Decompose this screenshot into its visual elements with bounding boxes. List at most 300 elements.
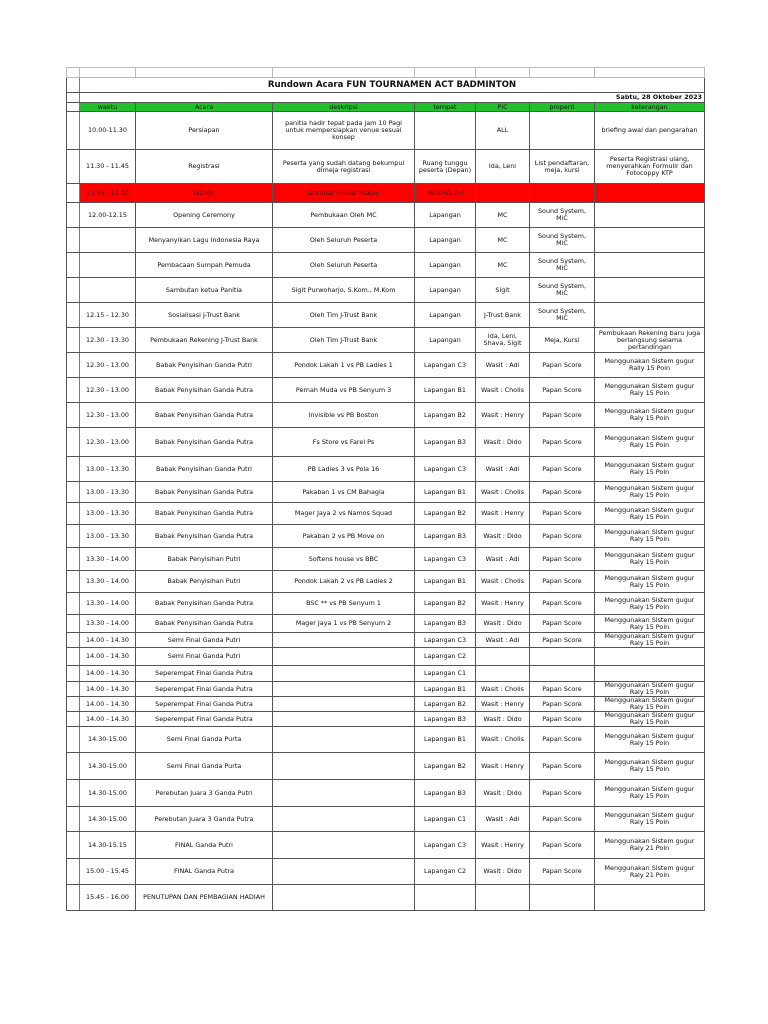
table-row [67,378,705,403]
keterangan-cell: Menggunakan Sistem gugur Raly 15 Poin [595,712,705,727]
rundown-table [66,67,705,911]
waktu-cell: 14.00 - 14.30 [80,666,136,682]
sheet-title: Rundown Acara FUN TOURNAMEN ACT BADMINTON [80,78,705,93]
properti-cell: Papan Score [530,780,595,807]
row-gutter [67,682,80,697]
waktu-cell: 11.45 - 12.00 [80,184,136,203]
tempat-cell: Lapangan B2 [415,753,476,780]
keterangan-cell [595,885,705,911]
properti-cell: Papan Score [530,727,595,753]
pic-cell [476,184,530,203]
pic-cell: Wasit : Adi [476,353,530,378]
deskripsi-cell [273,807,415,832]
pic-cell: ALL [476,112,530,150]
row-gutter [67,278,80,303]
deskripsi-cell [273,859,415,885]
acara-cell: Babak Penyisihan Ganda Putra [136,428,273,457]
keterangan-cell: Menggunakan Sistem gugur Raly 15 Poin [595,503,705,525]
waktu-cell: 14.00 - 14.30 [80,633,136,648]
waktu-cell: 14.30-15.00 [80,753,136,780]
waktu-cell: 14.00 - 14.30 [80,697,136,712]
keterangan-cell: Menggunakan Sistem gugur Raly 15 Poin [595,807,705,832]
row-gutter [67,859,80,885]
keterangan-cell: Menggunakan Sistem gugur Raly 15 Poin [595,428,705,457]
row-gutter [67,112,80,150]
keterangan-cell [595,303,705,328]
table-row [67,682,705,697]
keterangan-cell: Menggunakan Sistem gugur Raly 21 Poin [595,832,705,859]
row-gutter [67,525,80,548]
keterangan-cell: Menggunakan Sistem gugur Raly 15 Poin [595,482,705,503]
properti-cell [530,184,595,203]
tempat-cell: Lapangan B2 [415,503,476,525]
row-gutter [67,228,80,253]
row-gutter [67,885,80,911]
row-gutter [67,184,80,203]
deskripsi-cell: Pembukaan Oleh MC [273,203,415,228]
header-keterangan: keterangan [595,103,705,112]
table-row [67,428,705,457]
table-row [67,615,705,633]
properti-cell: Sound System, MiC [530,278,595,303]
waktu-cell: 14.00 - 14.30 [80,712,136,727]
tempat-cell: Lapangan C2 [415,859,476,885]
keterangan-cell: Menggunakan Sistem gugur Raly 15 Poin [595,682,705,697]
pic-cell: Wasit : Cholis [476,727,530,753]
waktu-cell: 14.30-15.00 [80,807,136,832]
pic-cell: Ida, Leni [476,150,530,184]
keterangan-cell: Menggunakan Sistem gugur Raly 15 Poin [595,548,705,571]
acara-cell: Seperempat Final Ganda Putra [136,712,273,727]
header-tempat: tempat [415,103,476,112]
keterangan-cell: Menggunakan Sistem gugur Raly 15 Poin [595,593,705,615]
acara-cell: Sosialisasi J-Trust Bank [136,303,273,328]
tempat-cell: Lapangan C3 [415,832,476,859]
deskripsi-cell: Sigit Purwoharjo, S.Kom., M.Kom [273,278,415,303]
table-row [67,697,705,712]
deskripsi-cell [273,885,415,911]
properti-cell: Sound System, MiC [530,228,595,253]
deskripsi-cell: Mager Jaya 2 vs Namos Squad [273,503,415,525]
table-row [67,253,705,278]
pic-cell: Wasit : Dido [476,525,530,548]
deskripsi-cell [273,832,415,859]
properti-cell: Sound System, MiC [530,203,595,228]
keterangan-cell [595,666,705,682]
deskripsi-cell [273,682,415,697]
pic-cell: Wasit : Dido [476,428,530,457]
table-row [67,203,705,228]
deskripsi-cell: Pernah Muda vs PB Senyum 3 [273,378,415,403]
acara-cell: Babak Penyisihan Ganda Putra [136,593,273,615]
row-gutter [67,633,80,648]
tempat-cell: Lapangan [415,278,476,303]
acara-cell: FINAL Ganda Putri [136,832,273,859]
tempat-cell: Lapangan [415,253,476,278]
tempat-cell: Lapangan C1 [415,807,476,832]
properti-cell: Papan Score [530,859,595,885]
pic-cell: Wasit : Henry [476,832,530,859]
deskripsi-cell: Pondok Lakah 1 vs PB Ladies 1 [273,353,415,378]
pic-cell [476,885,530,911]
pic-cell: Wasit : Dido [476,780,530,807]
acara-cell: Opening Ceremony [136,203,273,228]
row-gutter [67,328,80,353]
header-deskripsi: deskripsi [273,103,415,112]
tempat-cell: Lapangan C3 [415,353,476,378]
acara-cell: Perebutan Juara 3 Ganda Putra [136,807,273,832]
pic-cell: Wasit : Henry [476,403,530,428]
acara-cell: Babak Penyisihan Ganda Putri [136,353,273,378]
deskripsi-cell: Mager Jaya 1 vs PB Senyum 2 [273,615,415,633]
table-row [67,457,705,482]
deskripsi-cell: Pondok Lakah 2 vs PB Ladies 2 [273,571,415,593]
acara-cell: Seperempat Final Ganda Putra [136,682,273,697]
keterangan-cell [595,203,705,228]
waktu-cell [80,253,136,278]
pic-cell [476,666,530,682]
pic-cell: Ida, Leni, Shava, Sigit [476,328,530,353]
acara-cell: ISOMA [136,184,273,203]
pic-cell: Wasit : Cholis [476,682,530,697]
waktu-cell: 12.00-12.15 [80,203,136,228]
pic-cell: Wasit : Adi [476,548,530,571]
keterangan-cell: Menggunakan Sistem gugur Raly 15 Poin [595,403,705,428]
waktu-cell: 13.00 - 13.30 [80,503,136,525]
table-row [67,150,705,184]
waktu-cell: 13.00 - 13.30 [80,457,136,482]
acara-cell: Babak Penyisihan Ganda Putra [136,378,273,403]
keterangan-cell [595,253,705,278]
deskripsi-cell [273,697,415,712]
keterangan-cell: Menggunakan Sistem gugur Raly 21 Poin [595,859,705,885]
pic-cell: Wasit : Dido [476,859,530,885]
tempat-cell: Lapangan B3 [415,780,476,807]
row-gutter [67,727,80,753]
table-row [67,859,705,885]
tempat-cell: Lapangan B1 [415,727,476,753]
header-waktu: waktu [80,103,136,112]
blank-row [67,68,705,78]
tempat-cell: Lapangan C1 [415,666,476,682]
header-acara: Acara [136,103,273,112]
pic-cell: MC [476,203,530,228]
deskripsi-cell: Oleh Seluruh Peserta [273,253,415,278]
deskripsi-cell: PB Ladies 3 vs Pola 16 [273,457,415,482]
acara-cell: Semi Final Ganda Purta [136,727,273,753]
row-gutter [67,428,80,457]
acara-cell: Registrasi [136,150,273,184]
waktu-cell: 13.00 - 13.30 [80,482,136,503]
properti-cell: Papan Score [530,753,595,780]
properti-cell [530,885,595,911]
tempat-cell [415,112,476,150]
waktu-cell: 12.30 - 13.30 [80,328,136,353]
properti-cell: Papan Score [530,697,595,712]
keterangan-cell: Menggunakan Sistem gugur Raly 15 Poin [595,780,705,807]
waktu-cell: 11.30 - 11.45 [80,150,136,184]
acara-cell: Pembacaan Sumpah Pemuda [136,253,273,278]
waktu-cell: 13.30 - 14.00 [80,571,136,593]
table-row [67,184,705,203]
table-row [67,832,705,859]
pic-cell: MC [476,253,530,278]
properti-cell: Papan Score [530,807,595,832]
deskripsi-cell [273,633,415,648]
table-row [67,482,705,503]
row-gutter [67,712,80,727]
properti-cell [530,666,595,682]
acara-cell: FINAL Ganda Putra [136,859,273,885]
table-row [67,228,705,253]
row-gutter [67,353,80,378]
tempat-cell: Lapangan B1 [415,378,476,403]
deskripsi-cell [273,666,415,682]
row-gutter [67,807,80,832]
keterangan-cell: briefing awal dan pengarahan [595,112,705,150]
table-row [67,648,705,666]
acara-cell: Persiapan [136,112,273,150]
properti-cell: Papan Score [530,525,595,548]
acara-cell: Semi Final Ganda Purta [136,753,273,780]
table-row [67,112,705,150]
row-gutter [67,615,80,633]
tempat-cell: Lapangan [415,203,476,228]
deskripsi-cell [273,648,415,666]
tempat-cell: Lapangan B3 [415,525,476,548]
properti-cell: Papan Score [530,571,595,593]
waktu-cell: 14.30-15.00 [80,780,136,807]
deskripsi-cell: panitia hadir tepat pada jam 10 Pagi untuk mempersiapkan venue sesuai konsep [273,112,415,150]
properti-cell: Papan Score [530,593,595,615]
row-gutter [67,697,80,712]
deskripsi-cell: Istirahat Sholat Makan [273,184,415,203]
waktu-cell: 13.30 - 14.00 [80,615,136,633]
waktu-cell: 12.30 - 13.00 [80,403,136,428]
deskripsi-cell [273,727,415,753]
keterangan-cell: Menggunakan Sistem gugur Raly 15 Poin [595,525,705,548]
table-row [67,303,705,328]
properti-cell: Papan Score [530,503,595,525]
acara-cell: Seperempat Final Ganda Putra [136,666,273,682]
acara-cell: Babak Penyisihan Putri [136,548,273,571]
waktu-cell: 14.30-15.00 [80,727,136,753]
keterangan-cell: Menggunakan Sistem gugur Rally 15 Poin [595,353,705,378]
table-row [67,278,705,303]
tempat-cell: Lapangan [415,303,476,328]
properti-cell: Papan Score [530,832,595,859]
acara-cell: Babak Penyisihan Ganda Putra [136,615,273,633]
row-gutter [67,548,80,571]
waktu-cell: 12.30 - 13.00 [80,353,136,378]
keterangan-cell: Menggunakan Sistem gugur Raly 15 Poin [595,571,705,593]
pic-cell: Wasit : Adi [476,807,530,832]
tempat-cell: Lapangan B3 [415,712,476,727]
event-date: Sabtu, 28 Oktober 2023 [80,93,705,103]
row-gutter [67,203,80,228]
properti-cell: Papan Score [530,403,595,428]
acara-cell: Sambutan ketua Panitia [136,278,273,303]
row-gutter [67,378,80,403]
waktu-cell [80,278,136,303]
header-row [67,103,705,112]
tempat-cell: Lapangan B1 [415,682,476,697]
row-gutter [67,648,80,666]
properti-cell: Papan Score [530,548,595,571]
pic-cell: Wasit : Cholis [476,571,530,593]
tempat-cell: Lapangan B1 [415,482,476,503]
row-gutter [67,482,80,503]
row-gutter [67,150,80,184]
header-pic: PIC [476,103,530,112]
table-row [67,403,705,428]
table-row [67,328,705,353]
row-gutter [67,753,80,780]
waktu-cell: 12.30 - 13.00 [80,428,136,457]
tempat-cell: Lapangan C2 [415,648,476,666]
tempat-cell: Lapangan B2 [415,593,476,615]
table-row [67,525,705,548]
deskripsi-cell [273,712,415,727]
deskripsi-cell: Fs Store vs Farel Ps [273,428,415,457]
tempat-cell: Ruang tunggu peserta (Depan) [415,150,476,184]
tempat-cell: MUSHOLAH [415,184,476,203]
row-gutter [67,832,80,859]
deskripsi-cell: Softens house vs BBC [273,548,415,571]
pic-cell: Wasit : Adi [476,457,530,482]
row-gutter [67,303,80,328]
pic-cell: J-Trust Bank [476,303,530,328]
pic-cell: Wasit : Cholis [476,378,530,403]
table-row [67,571,705,593]
properti-cell: Papan Score [530,615,595,633]
table-row [67,593,705,615]
tempat-cell: Lapangan [415,228,476,253]
waktu-cell: 12.30 - 13.00 [80,378,136,403]
acara-cell: Semi Final Ganda Putri [136,633,273,648]
waktu-cell: 12.15 - 12.30 [80,303,136,328]
table-row [67,727,705,753]
properti-cell: Papan Score [530,633,595,648]
keterangan-cell [595,648,705,666]
keterangan-cell: Menggunakan Sistem gugur Raly 15 Poin [595,697,705,712]
pic-cell: Wasit : Cholis [476,482,530,503]
pic-cell: Wasit : Adi [476,633,530,648]
tempat-cell: Lapangan C3 [415,633,476,648]
tempat-cell: Lapangan B2 [415,403,476,428]
acara-cell: Semi Final Ganda Putri [136,648,273,666]
deskripsi-cell [273,753,415,780]
properti-cell: Papan Score [530,712,595,727]
deskripsi-cell: Pakaban 1 vs CM Bahagia [273,482,415,503]
acara-cell: Babak Penyisihan Ganda Putra [136,503,273,525]
table-row [67,666,705,682]
properti-cell: Papan Score [530,353,595,378]
waktu-cell: 15.45 - 16.00 [80,885,136,911]
row-gutter [67,253,80,278]
properti-cell: Papan Score [530,457,595,482]
table-row [67,633,705,648]
pic-cell: Wasit : Henry [476,593,530,615]
pic-cell: Wasit : Dido [476,712,530,727]
table-row [67,353,705,378]
acara-cell: Perebutan Juara 3 Ganda Putri [136,780,273,807]
deskripsi-cell: Invisible vs PB Boston [273,403,415,428]
properti-cell: Papan Score [530,378,595,403]
table-row [67,885,705,911]
row-gutter [67,666,80,682]
row-gutter [67,403,80,428]
row-gutter [67,593,80,615]
waktu-cell: 13.00 - 13.30 [80,525,136,548]
deskripsi-cell: Peserta yang sudah datang bekumpul dimeja registrasi [273,150,415,184]
keterangan-cell: Menggunakan Sistem gugur Raly 15 Poin [595,457,705,482]
keterangan-cell [595,228,705,253]
waktu-cell: 14.30-15.15 [80,832,136,859]
table-row [67,807,705,832]
pic-cell: Sigit [476,278,530,303]
row-gutter [67,457,80,482]
keterangan-cell: Menggunakan Sistem gugur Raly 15 Poin [595,633,705,648]
properti-cell [530,648,595,666]
pic-cell: Wasit : Henry [476,503,530,525]
date-row [67,93,705,103]
deskripsi-cell: BSC ** vs PB Senyum 1 [273,593,415,615]
deskripsi-cell: Pakaban 2 vs PB Move on [273,525,415,548]
keterangan-cell: Menggunakan Sistem gugur Raly 15 Poin [595,615,705,633]
properti-cell: Papan Score [530,482,595,503]
tempat-cell: Lapangan B3 [415,428,476,457]
table-row [67,548,705,571]
deskripsi-cell: Oleh Tim J-Trust Bank [273,328,415,353]
acara-cell: Babak Penyisihan Ganda Putri [136,457,273,482]
tempat-cell: Lapangan B1 [415,571,476,593]
pic-cell: Wasit : Dido [476,615,530,633]
tempat-cell: Lapangan B3 [415,615,476,633]
pic-cell: MC [476,228,530,253]
tempat-cell: Lapangan C3 [415,457,476,482]
properti-cell: Papan Score [530,682,595,697]
row-gutter [67,780,80,807]
properti-cell: Meja, Kursi [530,328,595,353]
waktu-cell: 14.00 - 14.30 [80,648,136,666]
keterangan-cell: Pembukaan Rekening baru juga berlangsung selama pertandingan [595,328,705,353]
title-row [67,78,705,93]
deskripsi-cell [273,780,415,807]
acara-cell: Pembukaan Rekening J-Trust Bank [136,328,273,353]
waktu-cell: 14.00 - 14.30 [80,682,136,697]
properti-cell: Papan Score [530,428,595,457]
acara-cell: Babak Penyisihan Putri [136,571,273,593]
table-row [67,503,705,525]
acara-cell: PENUTUPAN DAN PEMBAGIAN HADIAH [136,885,273,911]
pic-cell: Wasit : Henry [476,697,530,712]
table-row [67,712,705,727]
properti-cell [530,112,595,150]
tempat-cell: Lapangan B2 [415,697,476,712]
waktu-cell [80,228,136,253]
keterangan-cell [595,278,705,303]
row-gutter [67,571,80,593]
properti-cell: List pendaftaran, meja, kursi [530,150,595,184]
waktu-cell: 15.00 - 15.45 [80,859,136,885]
keterangan-cell: Peserta Registrasi ulang, menyerahkan Formulir dan Fotocoppy KTP [595,150,705,184]
properti-cell: Sound System, MiC [530,303,595,328]
keterangan-cell: Menggunakan Sistem gugur Raly 15 Poin [595,753,705,780]
acara-cell: Babak Penyisihan Ganda Putra [136,403,273,428]
pic-cell: Wasit : Henry [476,753,530,780]
acara-cell: Menyanyikan Lagu Indonesia Raya [136,228,273,253]
